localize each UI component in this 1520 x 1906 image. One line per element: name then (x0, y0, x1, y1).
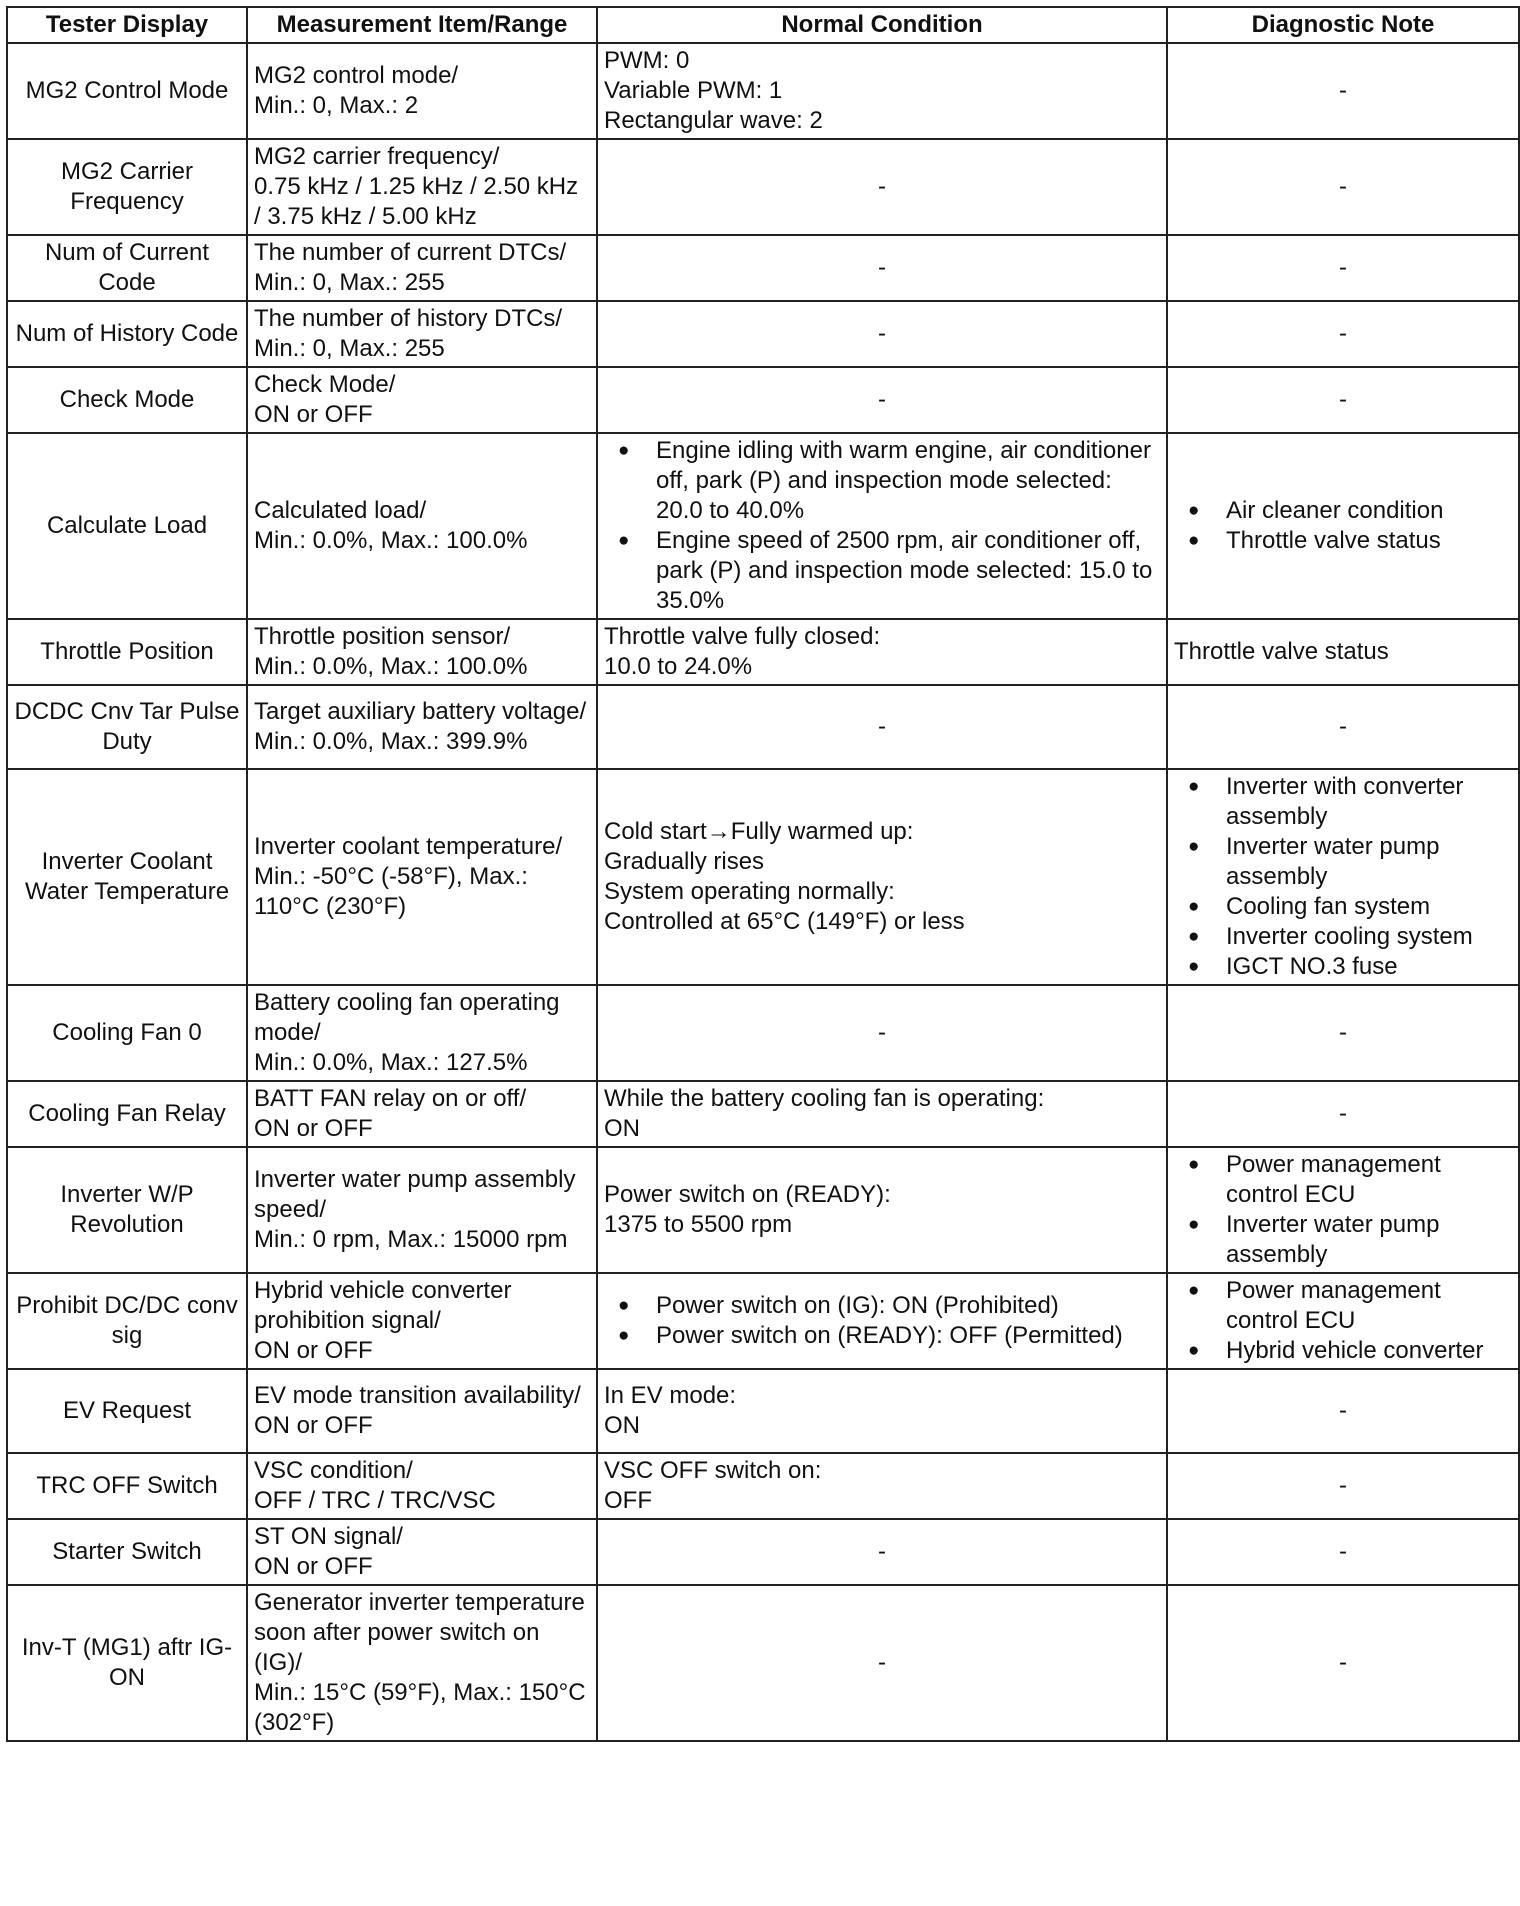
normal-condition-cell (597, 1519, 1167, 1585)
empty-dash: - (878, 386, 886, 413)
tester-display-cell: Cooling Fan 0 (7, 985, 247, 1081)
normal-condition-line: PWM: 0 (604, 47, 690, 74)
table-row (7, 1273, 1519, 1369)
normal-condition-line: Rectangular wave: 2 (604, 107, 823, 134)
measurement-cell (247, 985, 597, 1081)
diagnostic-note-bullet-list (1174, 1276, 1512, 1366)
measurement-line: ST ON signal/ (254, 1523, 403, 1550)
empty-dash: - (878, 1649, 886, 1676)
empty-dash: - (1339, 1649, 1347, 1676)
normal-condition-bullet-list (604, 1291, 1160, 1351)
measurement-line: MG2 control mode/ (254, 62, 459, 89)
measurement-cell (247, 1453, 597, 1519)
table-body (7, 43, 1519, 1741)
header-tester-display: Tester Display (7, 7, 247, 43)
measurement-line: BATT FAN relay on or off/ (254, 1085, 527, 1112)
tester-display-cell: Cooling Fan Relay (7, 1081, 247, 1147)
empty-dash: - (1339, 1100, 1347, 1127)
normal-condition-line: Variable PWM: 1 (604, 77, 783, 104)
empty-dash: - (1339, 320, 1347, 347)
normal-condition-line: OFF (604, 1487, 652, 1514)
normal-condition-line: Controlled at 65°C (149°F) or less (604, 908, 965, 935)
diagnostic-note-cell (1167, 1081, 1519, 1147)
spec-table (6, 6, 1520, 1742)
bullet-item: ● Inverter water pump assembly (1174, 1210, 1512, 1270)
normal-condition-line: ON (604, 1412, 640, 1439)
normal-condition-cell (597, 1453, 1167, 1519)
tester-display-cell: TRC OFF Switch (7, 1453, 247, 1519)
table-row (7, 43, 1519, 139)
measurement-line: Min.: 0.0%, Max.: 100.0% (254, 527, 528, 554)
bullet-item: ● Inverter cooling system (1174, 922, 1512, 952)
diagnostic-note-cell (1167, 1519, 1519, 1585)
measurement-cell (247, 1519, 597, 1585)
normal-condition-cell (597, 235, 1167, 301)
normal-condition-line: Throttle valve fully closed: (604, 623, 881, 650)
normal-condition-cell (597, 1273, 1167, 1369)
header-normal-condition: Normal Condition (597, 7, 1167, 43)
measurement-line: 0.75 kHz / 1.25 kHz / 2.50 kHz / 3.75 kHz / 5.00 kHz (254, 173, 585, 230)
tester-display-cell: Num of History Code (7, 301, 247, 367)
bullet-item: ● Air cleaner condition (1174, 496, 1512, 526)
measurement-line: Throttle position sensor/ (254, 623, 511, 650)
tester-display-cell: Num of Current Code (7, 235, 247, 301)
table-row (7, 619, 1519, 685)
measurement-line: Generator inverter temperature soon after power switch on (IG)/ (254, 1589, 592, 1676)
normal-condition-line: Cold start→Fully warmed up: (604, 818, 914, 845)
header-row (7, 7, 1519, 43)
measurement-line: VSC condition/ (254, 1457, 413, 1484)
empty-dash: - (878, 320, 886, 347)
diagnostic-note-cell (1167, 301, 1519, 367)
normal-condition-cell (597, 301, 1167, 367)
diagnostic-note-cell (1167, 139, 1519, 235)
normal-condition-cell (597, 619, 1167, 685)
table-row (7, 685, 1519, 769)
normal-condition-cell (597, 1081, 1167, 1147)
diagnostic-note-cell (1167, 985, 1519, 1081)
header-diagnostic-note: Diagnostic Note (1167, 7, 1519, 43)
measurement-cell (247, 139, 597, 235)
tester-display-cell: Prohibit DC/DC conv sig (7, 1273, 247, 1369)
table-row (7, 1453, 1519, 1519)
tester-display-cell: Starter Switch (7, 1519, 247, 1585)
measurement-line: ON or OFF (254, 1115, 373, 1142)
measurement-cell (247, 1585, 597, 1741)
diagnostic-note-cell (1167, 1585, 1519, 1741)
normal-condition-line: In EV mode: (604, 1382, 737, 1409)
measurement-line: Min.: 0.0%, Max.: 100.0% (254, 653, 528, 680)
measurement-line: EV mode transition availability/ (254, 1382, 581, 1409)
measurement-line: Inverter water pump assembly speed/ (254, 1166, 583, 1223)
measurement-line: Calculated load/ (254, 497, 427, 524)
diagnostic-note-cell (1167, 1369, 1519, 1453)
bullet-item: ● Engine idling with warm engine, air conditioner off, park (P) and inspection mode selected: 20.0 to 40.0% (604, 436, 1160, 526)
measurement-line: ON or OFF (254, 1337, 373, 1364)
measurement-cell (247, 1273, 597, 1369)
measurement-cell (247, 235, 597, 301)
measurement-cell (247, 1081, 597, 1147)
tester-display-cell: Calculate Load (7, 433, 247, 619)
normal-condition-cell (597, 1369, 1167, 1453)
header-measurement-item: Measurement Item/Range (247, 7, 597, 43)
bullet-item: ● IGCT NO.3 fuse (1174, 952, 1512, 982)
measurement-line: Min.: 0, Max.: 255 (254, 269, 445, 296)
table-row (7, 433, 1519, 619)
measurement-line: Check Mode/ (254, 371, 396, 398)
empty-dash: - (878, 1538, 886, 1565)
measurement-line: ON or OFF (254, 1553, 373, 1580)
tester-display-cell: EV Request (7, 1369, 247, 1453)
diagnostic-note-cell (1167, 433, 1519, 619)
measurement-line: Min.: 0, Max.: 2 (254, 92, 419, 119)
empty-dash: - (1339, 77, 1347, 104)
bullet-item: ● Inverter water pump assembly (1174, 832, 1512, 892)
empty-dash: - (878, 713, 886, 740)
diagnostic-note-cell (1167, 367, 1519, 433)
measurement-cell (247, 433, 597, 619)
measurement-line: Min.: 0.0%, Max.: 399.9% (254, 728, 528, 755)
tester-display-cell: DCDC Cnv Tar Pulse Duty (7, 685, 247, 769)
table-row (7, 301, 1519, 367)
table-row (7, 367, 1519, 433)
measurement-cell (247, 769, 597, 985)
diagnostic-note-cell (1167, 769, 1519, 985)
measurement-line: MG2 carrier frequency/ (254, 143, 500, 170)
measurement-line: Target auxiliary battery voltage/ (254, 698, 587, 725)
measurement-line: Inverter coolant temperature/ (254, 833, 563, 860)
normal-condition-line: Power switch on (READY): (604, 1181, 891, 1208)
normal-condition-cell (597, 1147, 1167, 1273)
table-row (7, 235, 1519, 301)
bullet-item: ● Power management control ECU (1174, 1276, 1512, 1336)
normal-condition-cell (597, 1585, 1167, 1741)
table-row (7, 769, 1519, 985)
table-row (7, 1081, 1519, 1147)
empty-dash: - (1339, 1472, 1347, 1499)
measurement-cell (247, 367, 597, 433)
normal-condition-cell (597, 685, 1167, 769)
measurement-cell (247, 301, 597, 367)
diagnostic-note-bullet-list (1174, 1150, 1512, 1270)
empty-dash: - (1339, 1397, 1347, 1424)
measurement-cell (247, 43, 597, 139)
normal-condition-cell (597, 433, 1167, 619)
normal-condition-bullet-list (604, 436, 1160, 616)
tester-display-cell: MG2 Control Mode (7, 43, 247, 139)
empty-dash: - (1339, 1538, 1347, 1565)
normal-condition-line: System operating normally: (604, 878, 895, 905)
measurement-line: Hybrid vehicle converter prohibition signal/ (254, 1277, 519, 1334)
measurement-line: Min.: 15°C (59°F), Max.: 150°C (302°F) (254, 1679, 593, 1736)
empty-dash: - (1339, 713, 1347, 740)
normal-condition-line: While the battery cooling fan is operating: (604, 1085, 1045, 1112)
measurement-line: Min.: -50°C (-58°F), Max.: 110°C (230°F) (254, 863, 535, 920)
table-row (7, 1519, 1519, 1585)
tester-display-cell: Inverter W/P Revolution (7, 1147, 247, 1273)
tester-display-cell: Check Mode (7, 367, 247, 433)
normal-condition-cell (597, 367, 1167, 433)
normal-condition-line: VSC OFF switch on: (604, 1457, 822, 1484)
measurement-line: Min.: 0, Max.: 255 (254, 335, 445, 362)
tester-display-cell: MG2 Carrier Frequency (7, 139, 247, 235)
table-row (7, 1369, 1519, 1453)
measurement-cell (247, 685, 597, 769)
normal-condition-cell (597, 139, 1167, 235)
empty-dash: - (878, 1019, 886, 1046)
measurement-line: ON or OFF (254, 401, 373, 428)
normal-condition-line: 1375 to 5500 rpm (604, 1211, 793, 1238)
diagnostic-note-cell (1167, 685, 1519, 769)
normal-condition-cell (597, 985, 1167, 1081)
normal-condition-cell (597, 769, 1167, 985)
normal-condition-line: Gradually rises (604, 848, 765, 875)
diagnostic-note-cell (1167, 43, 1519, 139)
measurement-line: The number of current DTCs/ (254, 239, 567, 266)
empty-dash: - (1339, 1019, 1347, 1046)
diagnostic-note-bullet-list (1174, 772, 1512, 982)
diagnostic-note-cell (1167, 1453, 1519, 1519)
bullet-item: ● Hybrid vehicle converter (1174, 1336, 1512, 1366)
tester-display-cell: Inverter Coolant Water Temperature (7, 769, 247, 985)
empty-dash: - (1339, 386, 1347, 413)
tester-display-cell: Inv-T (MG1) aftr IG-ON (7, 1585, 247, 1741)
table-row (7, 1585, 1519, 1741)
measurement-line: Min.: 0 rpm, Max.: 15000 rpm (254, 1226, 568, 1253)
bullet-item: ● Power switch on (IG): ON (Prohibited) (604, 1291, 1160, 1321)
empty-dash: - (1339, 173, 1347, 200)
empty-dash: - (878, 173, 886, 200)
table-row (7, 1147, 1519, 1273)
bullet-item: ● Engine speed of 2500 rpm, air conditioner off, park (P) and inspection mode selected: 15.0 to 35.0% (604, 526, 1160, 616)
bullet-item: ● Inverter with converter assembly (1174, 772, 1512, 832)
measurement-line: OFF / TRC / TRC/VSC (254, 1487, 496, 1514)
normal-condition-line: 10.0 to 24.0% (604, 653, 753, 680)
measurement-line: The number of history DTCs/ (254, 305, 563, 332)
bullet-item: ● Throttle valve status (1174, 526, 1512, 556)
normal-condition-line: ON (604, 1115, 640, 1142)
tester-display-cell: Throttle Position (7, 619, 247, 685)
diagnostic-note-cell (1167, 619, 1519, 685)
empty-dash: - (878, 254, 886, 281)
measurement-cell (247, 619, 597, 685)
measurement-line: Battery cooling fan operating mode/ (254, 989, 567, 1046)
diagnostic-note-cell (1167, 235, 1519, 301)
table-row (7, 985, 1519, 1081)
measurement-cell (247, 1369, 597, 1453)
measurement-line: ON or OFF (254, 1412, 373, 1439)
diagnostic-note-cell (1167, 1147, 1519, 1273)
normal-condition-cell (597, 43, 1167, 139)
empty-dash: - (1339, 254, 1347, 281)
bullet-item: ● Power management control ECU (1174, 1150, 1512, 1210)
measurement-line: Min.: 0.0%, Max.: 127.5% (254, 1049, 528, 1076)
bullet-item: ● Power switch on (READY): OFF (Permitted) (604, 1321, 1160, 1351)
measurement-cell (247, 1147, 597, 1273)
diagnostic-note-bullet-list (1174, 496, 1512, 556)
diagnostic-note-cell (1167, 1273, 1519, 1369)
table-row (7, 139, 1519, 235)
bullet-item: ● Cooling fan system (1174, 892, 1512, 922)
diagnostic-note-line: Throttle valve status (1174, 638, 1389, 665)
